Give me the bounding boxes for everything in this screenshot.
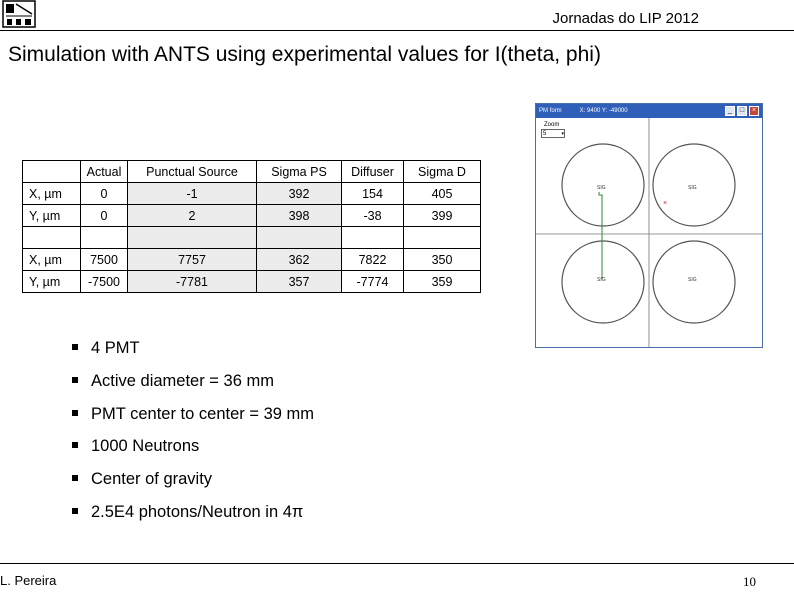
pmt-label: SIG [597,185,606,191]
bullet-square-icon [72,475,78,481]
header-cell: Diffuser [342,161,404,183]
row-label: X, µm [23,183,81,205]
header-cell [23,161,81,183]
table-cell: 399 [404,205,481,227]
trajectory-line [599,192,602,279]
author-name: L. Pereira [0,573,57,588]
bullet-text: Center of gravity [91,470,213,489]
table-cell: 350 [404,249,481,271]
window-titlebar [536,104,762,118]
bullet-square-icon [72,410,78,416]
table-cell: -7774 [342,271,404,293]
table-cell [404,227,481,249]
zoom-value: 5 [543,131,547,137]
table-cell: -7500 [81,271,128,293]
pm-form-window [535,103,763,348]
page-number: 10 [743,574,756,589]
table-cell: 362 [257,249,342,271]
maximize-button[interactable]: □ [737,106,747,116]
bullet-square-icon [72,344,78,350]
table-cell [128,227,257,249]
bullet-text: 2.5E4 photons/Neutron in 4π [91,502,304,521]
table-cell: 7822 [342,249,404,271]
slide-title: Simulation with ANTS using experimental values for I(theta, phi) [8,43,601,66]
table-row [23,183,481,205]
table-cell [342,227,404,249]
bullet-item [72,436,314,469]
minimize-button[interactable]: _ [725,106,735,116]
bullet-text: Active diameter = 36 mm [91,371,274,390]
table-row [23,205,481,227]
zoom-label: Zoom [544,122,560,128]
lip-logo [2,0,36,30]
bullet-square-icon [72,377,78,383]
bullet-item [72,371,314,404]
table-header-row [23,161,481,183]
bullet-item [72,338,314,371]
event-marker-icon: × [663,200,668,207]
table-cell: 405 [404,183,481,205]
row-label: Y, µm [23,271,81,293]
bullet-item [72,404,314,437]
table-cell: 392 [257,183,342,205]
table-cell [23,227,81,249]
table-cell [81,227,128,249]
table-cell: 2 [128,205,257,227]
table-cell: 398 [257,205,342,227]
table-cell: -1 [128,183,257,205]
results-table [22,160,481,293]
bullet-square-icon [72,508,78,514]
bullet-text: 4 PMT [91,339,140,357]
coordinate-readout: X: 9400 Y: -49000 [579,108,628,114]
table-cell: -7781 [128,271,257,293]
table-cell: 359 [404,271,481,293]
table-row [23,249,481,271]
bullet-list [72,338,314,535]
header-divider [0,30,794,31]
table-cell: 0 [81,205,128,227]
table-row [23,271,481,293]
dropdown-arrow-icon: ▾ [561,131,564,137]
conference-header: Jornadas do LIP 2012 [552,10,699,27]
table-cell [257,227,342,249]
header-cell: Punctual Source [128,161,257,183]
table-cell: 0 [81,183,128,205]
header-cell: Sigma D [404,161,481,183]
pmt-label: SIG [688,277,697,283]
bullet-text: 1000 Neutrons [91,437,200,456]
close-button[interactable]: × [749,106,759,116]
footer-divider [0,563,794,564]
table-cell: -38 [342,205,404,227]
row-label: Y, µm [23,205,81,227]
table-cell: 7757 [128,249,257,271]
table-spacer-row [23,227,481,249]
table-cell: 357 [257,271,342,293]
bullet-item [72,502,314,535]
header-cell: Actual [81,161,128,183]
pmt-label: SIG [597,277,606,283]
bullet-item [72,469,314,502]
window-title: PM form [539,108,562,114]
pmt-label: SIG [688,185,697,191]
bullet-text: PMT center to center = 39 mm [91,404,314,423]
table-cell: 154 [342,183,404,205]
row-label: X, µm [23,249,81,271]
table-cell: 7500 [81,249,128,271]
bullet-square-icon [72,442,78,448]
header-cell: Sigma PS [257,161,342,183]
pmt-map[interactable] [536,118,762,347]
